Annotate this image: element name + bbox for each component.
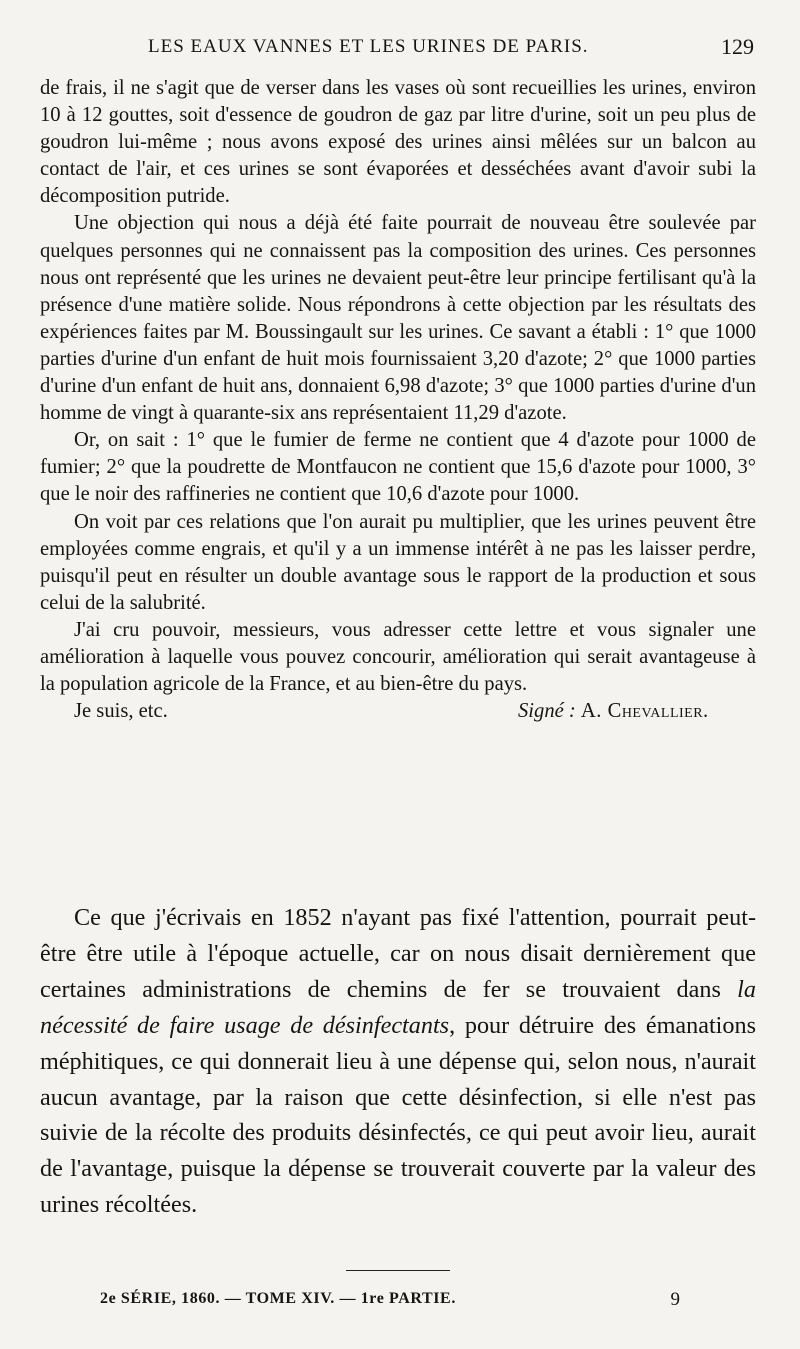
sheet-number: 9 xyxy=(670,1289,680,1310)
signature-label: Signé : xyxy=(518,700,576,723)
letter-paragraph: Or, on sait : 1° que le fumier de ferme ne contient que 4 d'azote pour 1000 de fumier; 2° que la poudrette de Montfaucon ne contient que 15,6 d'azote pour 1000, 3° que le noir des raffineries ne contient que 10,6 d'azote pour 1000. xyxy=(40,429,756,506)
page-number: 129 xyxy=(721,34,754,59)
signature xyxy=(518,698,709,725)
letter-paragraph: Une objection qui nous a déjà été faite pourrait de nouveau être soulevée par quelques personnes qui ne connaissent pas la composition des urines. Ces personnes nous ont représenté que les urines ne devaient peut-être leur principe fertilisant qu'à la présence d'une matière solide. Nous répondrons à cette objection par les résultats des expériences faites par M. Boussingault sur les urines. Ce savant a établi : 1° que 1000 parties d'urine d'un enfant de huit mois fournissaient 3,20 d'azote; 2° que 1000 parties d'urine d'un enfant de huit ans, donnaient 6,98 d'azote; 3° que 1000 parties d'urine d'un homme de vingt à quarante-six ans représentaient 11,29 d'azote. xyxy=(40,212,756,425)
signature-mark: 2e SÉRIE, 1860. — TOME XIV. — 1re PARTIE. xyxy=(100,1290,456,1307)
commentary-text-start: Ce que j'écrivais en 1852 n'ayant pas fixé l'attention, pourrait peut-être être utile à l'époque actuelle, car on nous disait dernièrement que certaines administrations de chemins de fer se trouvaient dans xyxy=(40,904,756,1003)
letter-paragraph: de frais, il ne s'agit que de verser dans les vases où sont recueillies les urines, environ 10 à 12 gouttes, soit d'essence de goudron de gaz par litre d'urine, soit un peu plus de goudron lui-même ; nous avons exposé des urines ainsi mêlées sur un balcon au contact de l'air, et ces urines se sont évaporées et desséchées avant d'avoir subi la décomposition putride. xyxy=(40,77,756,208)
commentary-text-end: , pour détruire des émanations méphitiques, ce qui donnerait lieu à une dépense qui, selon nous, n'aurait aucun avantage, par la raison que cette désinfection, si elle n'est pas suivie de la récolte des produits désinfectés, ce qui peut avoir lieu, aurait de l'avantage, puisque la dépense se trouverait couverte par la valeur des urines récoltées. xyxy=(40,1011,756,1219)
letter-paragraph: J'ai cru pouvoir, messieurs, vous adresser cette lettre et vous signaler une amélioration à laquelle vous pouvez concourir, amélioration qui serait avantageuse à la population agricole de la France, et au bien-être du pays. xyxy=(40,618,756,696)
closing-formula: Je suis, etc. xyxy=(74,700,168,723)
signature-name: A. Chevallier. xyxy=(580,700,709,723)
commentary-paragraph xyxy=(40,900,756,1223)
author-commentary xyxy=(40,900,756,1223)
running-title: LES EAUX VANNES ET LES URINES DE PARIS. xyxy=(148,36,589,57)
page-header xyxy=(40,36,754,62)
commentary-italic-phrase: la nécessité de faire usage de désinfectants xyxy=(40,975,756,1039)
letter-body xyxy=(40,75,756,725)
letter-signoff xyxy=(40,698,756,725)
footer-rule xyxy=(346,1270,450,1271)
letter-paragraph: On voit par ces relations que l'on aurait pu multiplier, que les urines peuvent être employées comme engrais, et qu'il y a un immense intérêt à ne pas les laisser perdre, puisqu'il peut en résulter un double avantage sous le rapport de la production et sous celui de la salubrité. xyxy=(40,510,756,614)
